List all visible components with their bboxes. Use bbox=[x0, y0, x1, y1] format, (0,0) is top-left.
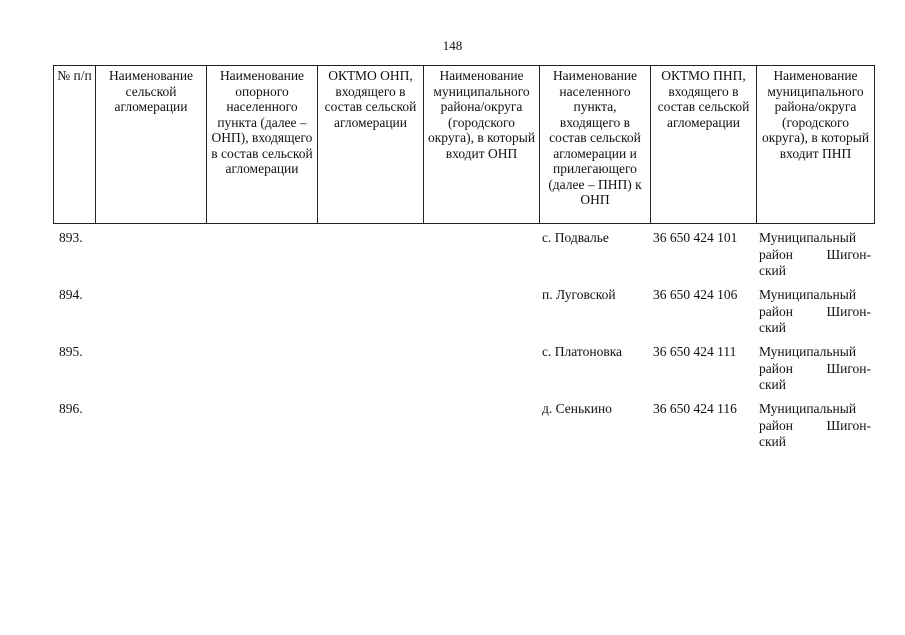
pnp-oktmo-cell: 36 650 424 106 bbox=[653, 287, 738, 302]
column-header-pnp-oktmo: ОКТМО ПНП, входящего в состав сельской агломерации bbox=[651, 66, 757, 224]
pnp-district-cell bbox=[756, 399, 874, 456]
row-number: 896. bbox=[59, 401, 83, 416]
table-body bbox=[53, 228, 874, 456]
row-number: 894. bbox=[59, 287, 83, 302]
onp-oktmo-cell bbox=[317, 399, 423, 456]
column-header-onp-name: Наименование опорного населенного пункта (далее – ОНП), входящего в состав сельской агломерации bbox=[207, 66, 318, 224]
district-line: ский bbox=[759, 320, 786, 335]
pnp-name-cell: с. Подвалье bbox=[542, 230, 609, 245]
district-line: Муниципальный bbox=[759, 230, 857, 245]
district-line: район Шигон- bbox=[759, 360, 871, 376]
onp-oktmo-cell bbox=[317, 342, 423, 399]
pnp-oktmo-cell: 36 650 424 116 bbox=[653, 401, 737, 416]
onp-district-cell bbox=[423, 399, 539, 456]
onp-name-cell bbox=[206, 228, 317, 285]
table-row bbox=[53, 342, 874, 399]
column-header-pnp-district: Наименование муниципального района/округа (городского округа), в который входит ПНП bbox=[757, 66, 875, 224]
district-line: Муниципальный bbox=[759, 344, 857, 359]
pnp-oktmo-cell: 36 650 424 111 bbox=[653, 344, 737, 359]
table-row bbox=[53, 228, 874, 285]
district-line: район Шигон- bbox=[759, 246, 871, 262]
onp-district-cell bbox=[423, 342, 539, 399]
district-line: ский bbox=[759, 377, 786, 392]
district-line: Муниципальный bbox=[759, 287, 857, 302]
district-line: район Шигон- bbox=[759, 303, 871, 319]
pnp-district-cell bbox=[756, 342, 874, 399]
column-header-onp-oktmo: ОКТМО ОНП, входящего в состав сельской агломерации bbox=[318, 66, 424, 224]
column-header-number: № п/п bbox=[54, 66, 96, 224]
page-number: 148 bbox=[442, 38, 463, 53]
column-header-agglomeration-name: Наименование сельской агломерации bbox=[96, 66, 207, 224]
pnp-name-cell: д. Сенькино bbox=[542, 401, 612, 416]
pnp-district-cell bbox=[756, 228, 874, 285]
agglomeration-name-cell bbox=[95, 285, 206, 342]
agglomeration-name-cell bbox=[95, 399, 206, 456]
column-header-onp-district: Наименование муниципального района/округа (городского округа), в который входит ОНП bbox=[424, 66, 540, 224]
onp-name-cell bbox=[206, 399, 317, 456]
table-header bbox=[53, 65, 875, 224]
onp-oktmo-cell bbox=[317, 285, 423, 342]
onp-name-cell bbox=[206, 342, 317, 399]
agglomeration-name-cell bbox=[95, 342, 206, 399]
onp-name-cell bbox=[206, 285, 317, 342]
row-number: 895. bbox=[59, 344, 83, 359]
onp-oktmo-cell bbox=[317, 228, 423, 285]
pnp-district-cell bbox=[756, 285, 874, 342]
onp-district-cell bbox=[423, 228, 539, 285]
table-row bbox=[53, 285, 874, 342]
pnp-name-cell: с. Платоновка bbox=[542, 344, 623, 359]
table-row bbox=[53, 399, 874, 456]
onp-district-cell bbox=[423, 285, 539, 342]
district-line: ский bbox=[759, 434, 786, 449]
district-line: Муниципальный bbox=[759, 401, 857, 416]
district-line: ский bbox=[759, 263, 786, 278]
district-line: район Шигон- bbox=[759, 417, 871, 433]
pnp-oktmo-cell: 36 650 424 101 bbox=[653, 230, 738, 245]
row-number: 893. bbox=[59, 230, 83, 245]
pnp-name-cell: п. Луговской bbox=[542, 287, 616, 302]
agglomeration-name-cell bbox=[95, 228, 206, 285]
column-header-pnp-name: Наименование населенного пункта, входящего в состав сельской агломерации и прилегающего (далее – ПНП) к ОНП bbox=[540, 66, 651, 224]
